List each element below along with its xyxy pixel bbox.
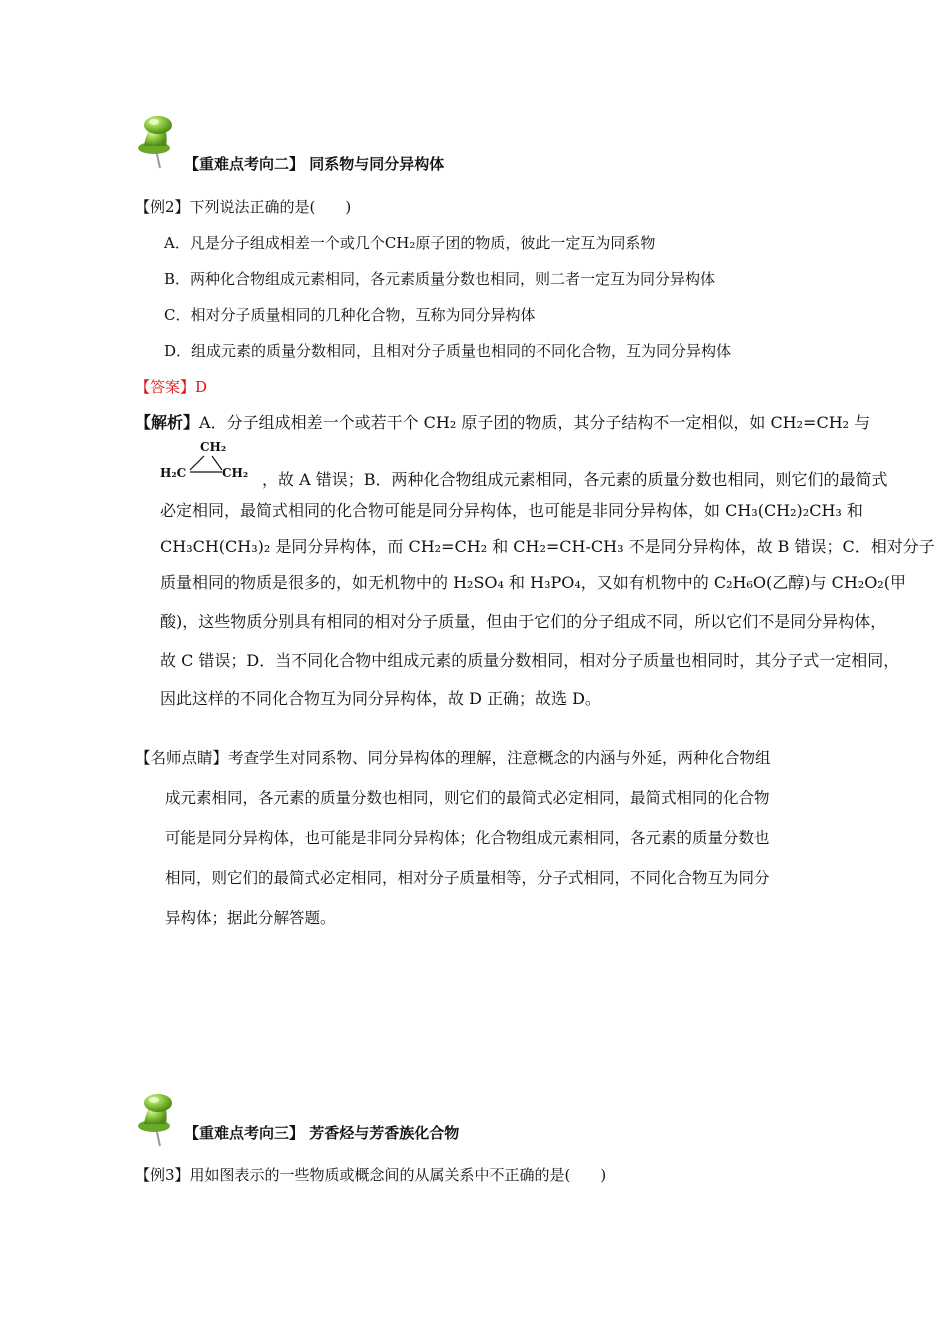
analysis-line-8: 因此这样的不同化合物互为同分异构体，故 D 正确；故选 D。 <box>160 689 601 708</box>
note-label: 【名师点睛】 <box>135 749 229 767</box>
analysis-line-3: 必定相同，最简式相同的化合物可能是同分异构体，也可能是非同分异构体，如 CH₃(CH₂)₂CH₃ 和 <box>160 501 863 520</box>
pushpin-icon <box>130 1090 188 1148</box>
cyclopropane-structure <box>160 440 260 486</box>
cyclopropane-left: H₂C <box>160 466 187 480</box>
analysis-label: 【解析】 <box>135 413 200 432</box>
analysis-line-7: 故 C 错误；D．当不同化合物中组成元素的质量分数相同，相对分子质量也相同时，其分子式一定相同， <box>160 651 900 670</box>
answer-value: D <box>195 378 208 396</box>
analysis-line-2: ，故 A 错误；B．两种化合物组成元素相同，各元素的质量分数也相同，则它们的最简式 <box>262 470 888 489</box>
question-2: 【例2】下列说法正确的是( ) <box>135 198 352 216</box>
cyclopropane-right: CH₂ <box>222 466 249 480</box>
note-line-3: 可能是同分异构体，也可能是非同分异构体；化合物组成元素相同，各元素的质量分数也 <box>165 829 770 847</box>
option-d: D．组成元素的质量分数相同，且相对分子质量也相同的不同化合物，互为同分异构体 <box>164 342 732 360</box>
analysis-line-5: 质量相同的物质是很多的，如无机物中的 H₂SO₄ 和 H₃PO₄，又如有机物中的 C₂H₆O(乙醇)与 CH₂O₂(甲 <box>160 573 906 592</box>
note-text-1: 考查学生对同系物、同分异构体的理解，注意概念的内涵与外延，两种化合物组 <box>228 749 771 767</box>
note-line-4: 相同，则它们的最简式必定相同，相对分子质量相等，分子式相同，不同化合物互为同分 <box>165 869 770 887</box>
section-title-3: 【重难点考向三】 芳香烃与芳香族化合物 <box>184 1124 460 1142</box>
note-line-5: 异构体；据此分解答题。 <box>165 909 336 927</box>
question-3: 【例3】用如图表示的一些物质或概念间的从属关系中不正确的是( ) <box>135 1166 607 1184</box>
analysis-line-4: CH₃CH(CH₃)₂ 是同分异构体，而 CH₂=CH₂ 和 CH₂=CH-CH₃ 不是同分异构体，故 B 错误；C．相对分子 <box>160 537 935 556</box>
analysis-line-1 <box>135 410 870 433</box>
answer-label: 【答案】 <box>135 378 196 396</box>
option-c: C．相对分子质量相同的几种化合物，互称为同分异构体 <box>164 306 536 324</box>
analysis-line-6: 酸)，这些物质分别具有相同的相对分子质量，但由于它们的分子组成不同，所以它们不是同分异构体， <box>160 612 887 631</box>
answer <box>135 376 207 397</box>
note-line-1 <box>135 746 771 768</box>
pushpin-icon <box>130 112 188 170</box>
note-line-2: 成元素相同，各元素的质量分数也相同，则它们的最简式必定相同，最简式相同的化合物 <box>165 789 770 807</box>
section-title-2: 【重难点考向二】 同系物与同分异构体 <box>184 155 445 173</box>
analysis-text-1: A．分子组成相差一个或若干个 CH₂ 原子团的物质，其分子结构不一定相似，如 CH₂=CH₂ 与 <box>199 413 871 432</box>
option-b: B．两种化合物组成元素相同，各元素质量分数也相同，则二者一定互为同分异构体 <box>164 270 716 288</box>
option-a: A．凡是分子组成相差一个或几个CH₂原子团的物质，彼此一定互为同系物 <box>164 234 656 252</box>
cyclopropane-top: CH₂ <box>200 440 227 454</box>
